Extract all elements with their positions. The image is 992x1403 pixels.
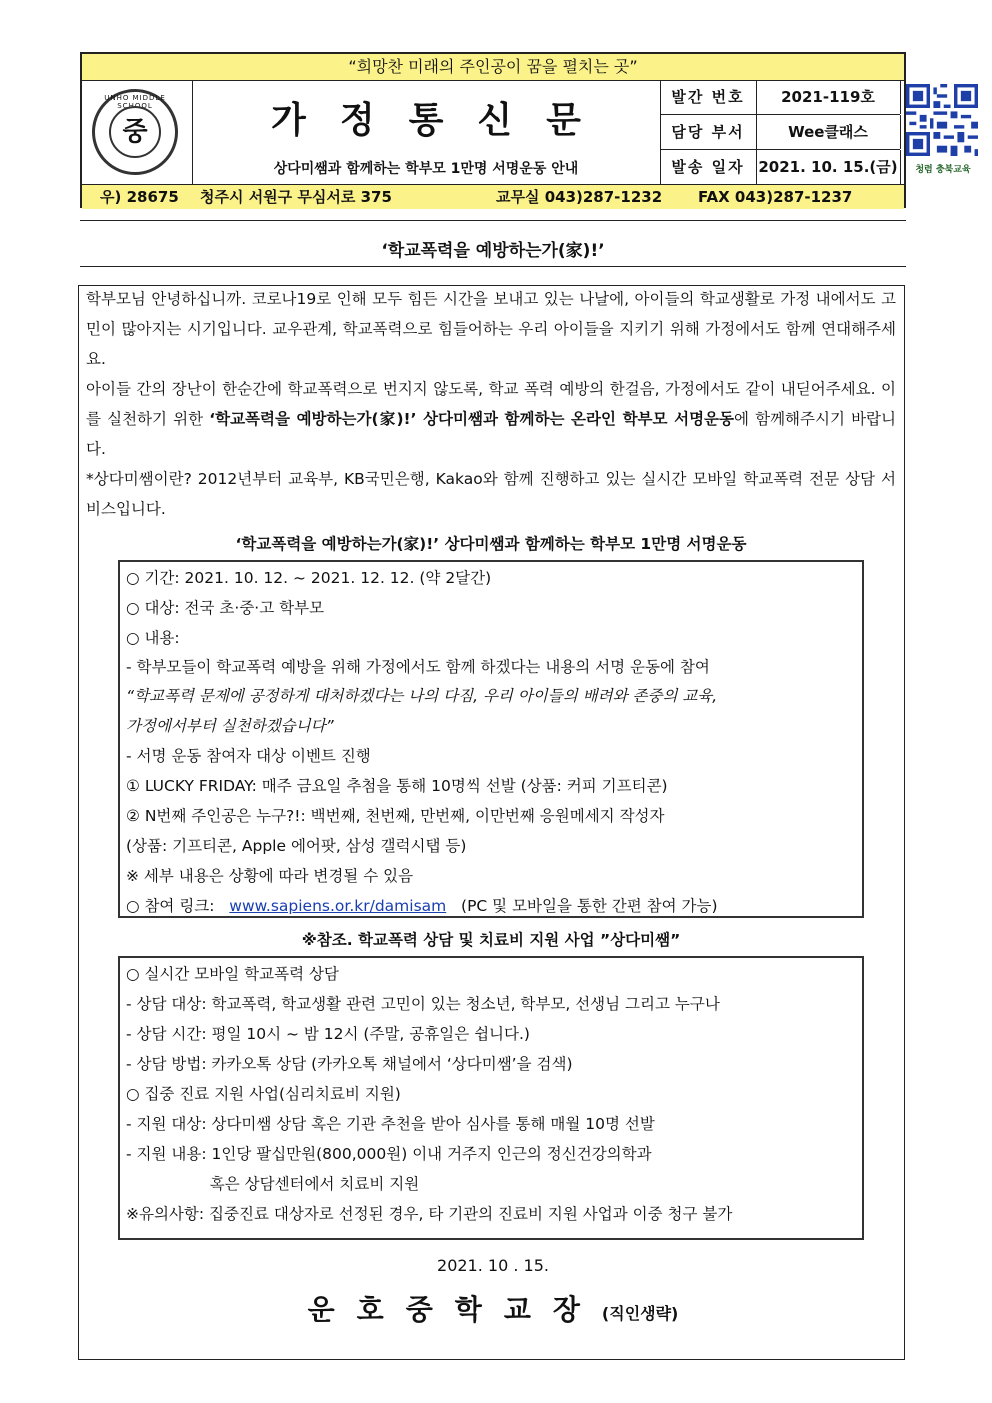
content-desc: - 학부모들이 학교폭력 예방을 위해 가정에서도 함께 하겠다는 내용의 서명 운동에 참여 [126,658,710,676]
reference-line: ○ 집중 진료 지원 사업(심리치료비 지원) [126,1085,401,1103]
divider [80,220,906,221]
target-line: ○ 대상: 전국 초·중·고 학부모 [126,599,325,617]
newsletter-subtitle: 상다미쌤과 함께하는 학부모 1만명 서명운동 안내 [273,161,579,177]
campaign-heading: ‘학교폭력을 예방하는가(家)!’ 상다미쌤과 함께하는 학부모 1만명 서명운동 [235,535,747,553]
seal-omitted: (직인생략) [601,1304,679,1323]
slogan: “희망찬 미래의 주인공이 꿈을 펼치는 곳” [82,54,904,81]
title-cell [192,80,661,184]
street-address: 청주시 서원구 무심서로 375 [200,188,392,206]
logo-text: UNHO MIDDLE SCHOOL [104,94,166,110]
link-note: (PC 및 모바일을 통한 간편 참여 가능) [461,897,718,915]
department-row [660,115,900,150]
pledge-quote-1: “학교폭력 문제에 공정하게 대처하겠다는 나의 다짐, 우리 아이들의 배려와 존중의 교육, [126,687,718,705]
event-nth-winner: ② N번째 주인공은 누구?!: 백번째, 천번째, 만번째, 이만번째 응원메세지 작성자 [126,807,665,825]
fax-number: FAX 043)287-1237 [698,188,853,206]
event-lucky-friday: ① LUCKY FRIDAY: 매주 금요일 추첨을 통해 10명씩 선발 (상품: 커피 기프티콘) [126,777,668,795]
issue-date: 2021. 10 . 15. [437,1256,549,1275]
newsletter-title: 가정통신문 [271,99,615,141]
reference-line: - 지원 대상: 상다미쌤 상담 혹은 기관 추천을 받아 심사를 통해 매월 10명 선발 [126,1115,655,1133]
content-line: ○ 내용: [126,629,180,647]
zip-code: 우) 28675 [100,188,179,206]
event-prizes: (상품: 기프티콘, Apple 에어팟, 삼성 갤럭시탭 등) [126,837,467,855]
participation-link-line [126,894,718,916]
intro-text: 아이들 간의 장난이 한순간에 학교폭력으로 번지지 않도록, 학교 폭력 예방의 한걸음, 가정에서도 같이 내딛어주세요. 이를 실천하기 위한 [86,380,896,428]
info-label: 발간 번호 [660,80,757,114]
intro-paragraph-2 [86,374,896,464]
principal-signature [80,1288,906,1328]
qr-caption: 청렴 충북교육 [915,165,971,175]
newsletter-header [80,52,971,208]
reference-line: - 상담 시간: 평일 10시 ~ 밤 12시 (주말, 공휴일은 쉽니다.) [126,1025,530,1043]
logo-cell [82,80,193,184]
office-phone: 교무실 043)287-1232 [496,188,663,206]
campaign-name-bold: ‘학교폭력을 예방하는가(家)!’ 상다미쌤과 함께하는 온라인 학부모 서명운동 [209,410,734,428]
logo-char: 중 [109,106,161,158]
reference-line: 혹은 상담센터에서 치료비 지원 [126,1175,420,1193]
info-value: Wee클래스 [756,115,901,149]
qr-code-icon[interactable] [906,84,978,156]
info-label: 발송 일자 [660,150,757,184]
reference-line: - 상담 대상: 학교폭력, 학교생활 관련 고민이 있는 청소년, 학부모, 선생님 그리고 누구나 [126,995,720,1013]
info-label: 담당 부서 [660,115,757,149]
intro-text: 에 함께해주시기 바랍니다. [86,410,896,458]
participation-link[interactable]: www.sapiens.or.kr/damisam [229,897,447,915]
reference-line: ○ 실시간 모바일 학교폭력 상담 [126,965,339,983]
issue-number-row [660,80,900,115]
intro-paragraph-3: *상다미쌤이란? 2012년부터 교육부, KB국민은행, Kakao와 함께 진행하고 있는 실시간 모바일 학교폭력 전문 상담 서비스입니다. [86,470,896,518]
address-bar [82,184,904,209]
qr-cell [900,80,986,184]
reference-box [118,956,864,1240]
campaign-box [118,560,864,918]
info-value: 2021. 10. 15.(금) [756,150,901,184]
divider [80,266,906,267]
reference-line: - 상담 방법: 카카오톡 상담 (카카오톡 채널에서 ‘상다미쌤’을 검색) [126,1055,573,1073]
info-value: 2021-119호 [756,80,901,114]
intro-paragraph-1: 학부모님 안녕하십니까. 코로나19로 인해 모두 힘든 시간을 보내고 있는 나날에, 아이들의 학교생활로 가정 내에서도 고민이 많아지는 시기입니다. 교우관계, 학교폭력으로 힘들어하는 우리 아이들을 지키기 위해 가정에서도 함께 연대해주세요. [86,290,896,368]
school-logo [92,89,178,175]
principal-name: 운호중학교장 [307,1293,602,1326]
reference-line: - 지원 내용: 1인당 팔십만원(800,000원) 이내 거주지 인근의 정신건강의학과 [126,1145,652,1163]
period-line: ○ 기간: 2021. 10. 12. ~ 2021. 12. 12. (약 2달간) [126,569,492,587]
send-date-row [660,150,900,184]
event-line: - 서명 운동 참여자 대상 이벤트 진행 [126,747,371,765]
issue-info [660,80,900,184]
reference-heading: ※참조. 학교폭력 상담 및 치료비 지원 사업 ”상다미쌤” [301,931,681,949]
event-notice: ※ 세부 내용은 상황에 따라 변경될 수 있음 [126,867,414,885]
document-title: ‘학교폭력을 예방하는가(家)!’ [381,241,605,261]
reference-note: ※유의사항: 집중진료 대상자로 선정된 경우, 타 기관의 진료비 지원 사업과 이중 청구 불가 [126,1205,733,1223]
pledge-quote-2: 가정에서부터 실천하겠습니다” [126,717,334,735]
link-label: ○ 참여 링크: [126,897,215,915]
